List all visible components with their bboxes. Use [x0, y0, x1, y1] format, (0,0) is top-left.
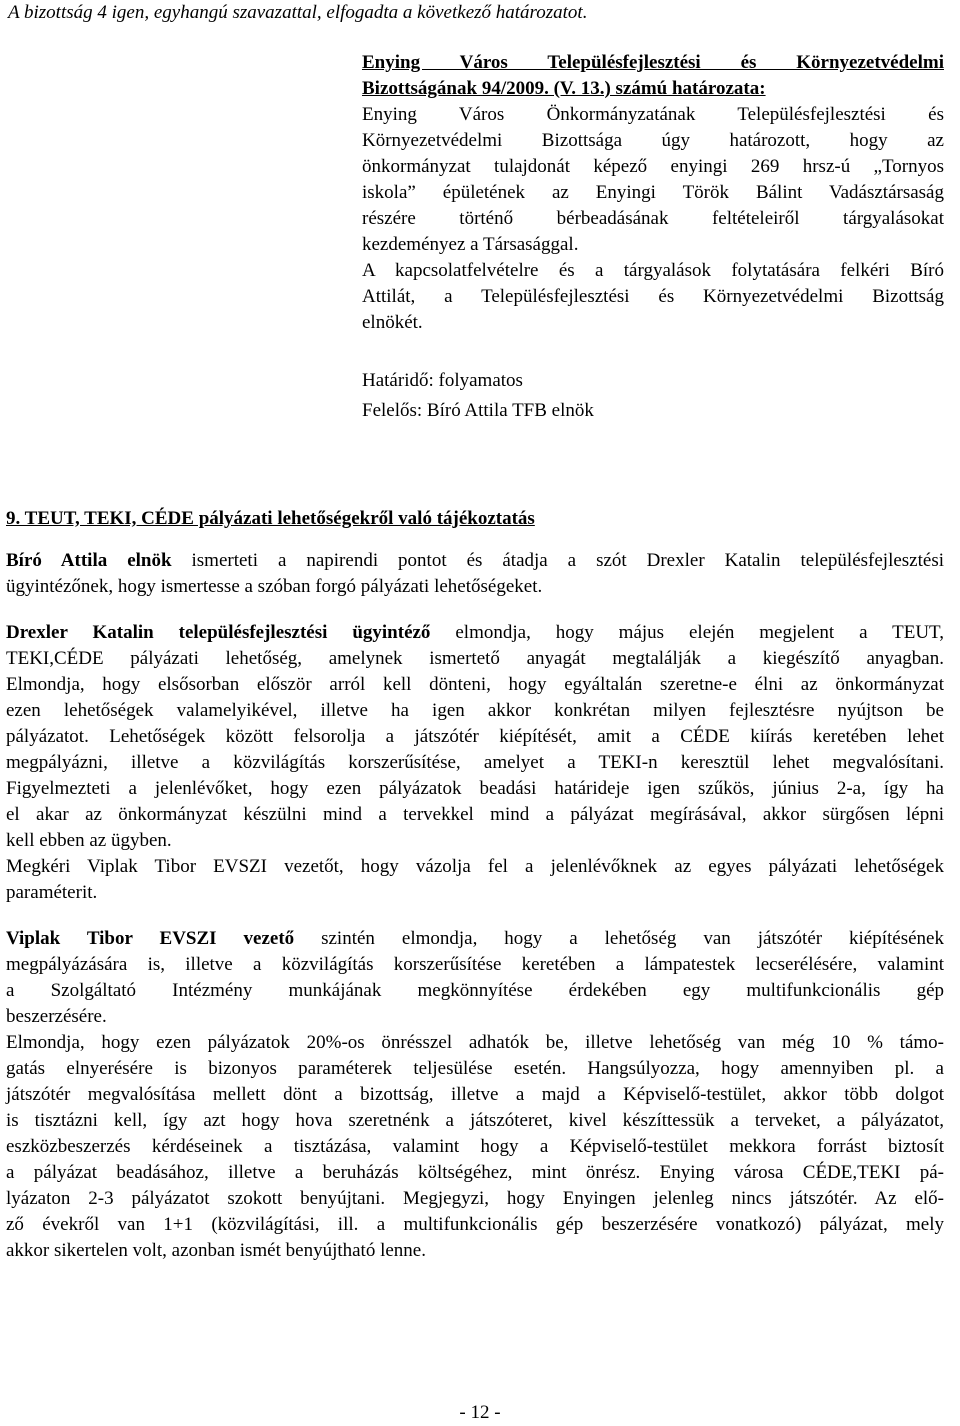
paragraph-line: lyázaton 2-3 pályázatot szokott benyújtani. Megjegyzi, hogy Enyingen jelenleg nincs játszótér. Az elő- [6, 1188, 944, 1209]
paragraph-line [6, 620, 944, 646]
deadline-line: Határidő: folyamatos [362, 370, 523, 391]
paragraph-line: gatás elnyerésére is bizonyos paraméterek teljesülése esetén. Hangsúlyozza, hogy amennyiben pl. a [6, 1058, 944, 1079]
resolution-text-line: A kapcsolatfelvételre és a tárgyalások folytatására felkéri Bíró [362, 260, 944, 281]
resolution-text-line: önkormányzat tulajdonát képező enyingi 269 hrsz-ú „Tornyos [362, 156, 944, 177]
resolution-text-line: Attilát, a Településfejlesztési és Környezetvédelmi Bizottság [362, 286, 944, 307]
paragraph-text: ismerteti a napirendi pontot és átadja a szót Drexler Katalin településfejlesztési [171, 550, 944, 571]
responsible-line: Felelős: Bíró Attila TFB elnök [362, 400, 594, 421]
speaker-name: Bíró Attila elnök [6, 550, 172, 571]
page-number: - 12 - [459, 1402, 501, 1423]
resolution-text-line: iskola” épületének az Enyingi Török Bálint Vadásztársaság [362, 182, 944, 203]
paragraph-line: Elmondja, hogy elsősorban először arról kell dönteni, hogy egyáltalán szeretne-e élni az önkormányzat [6, 674, 944, 695]
paragraph-line: ezen lehetőségek valamelyikével, illetve ha igen akkor konkrétan milyen fejlesztésre nyújtson be [6, 700, 944, 721]
paragraph-line: a Szolgáltató Intézmény munkájának megkönnyítése érdekében egy multifunkcionális gép [6, 980, 944, 1001]
resolution-text-line: Környezetvédelmi Bizottsága úgy határozott, hogy az [362, 130, 944, 151]
paragraph-line: TEKI,CÉDE pályázati lehetőség, amelynek ismertető anyagát megtalálják a kiegészítő anyagban. [6, 648, 944, 669]
speaker-name: Viplak Tibor EVSZI vezető [6, 928, 295, 949]
paragraph-line: akkor sikertelen volt, azonban ismét benyújtható lenne. [6, 1240, 426, 1261]
paragraph-text: szintén elmondja, hogy a lehetőség van játszótér kiépítésének [294, 928, 944, 949]
paragraph-line: játszótér megvalósítása mellett dönt a bizottság, illetve a majd a Képviselő-testület, akkor több dolgot [6, 1084, 944, 1105]
paragraph-line: ügyintézőnek, hogy ismertesse a szóban forgó pályázati lehetőségeket. [6, 576, 543, 597]
resolution-text-line: elnökét. [362, 312, 423, 333]
paragraph-line: eszközbeszerzés kérdéseinek a tisztázása, valamint hogy a Képviselő-testület mekkora forrást biztosít [6, 1136, 944, 1157]
resolution-text-line: részére történő bérbeadásának feltételeiről tárgyalásokat [362, 208, 944, 229]
paragraph-line: megpályázására is, illetve a közvilágítás korszerűsítése keretében a lámpatestek lecserélésére, valamint [6, 954, 944, 975]
agenda-item-heading: 9. TEUT, TEKI, CÉDE pályázati lehetőségekről való tájékoztatás [6, 508, 535, 529]
resolution-block [362, 50, 944, 336]
resolution-text-line: kezdeményez a Társasággal. [362, 234, 579, 255]
paragraph-line: Figyelmezteti a jelenlévőket, hogy ezen pályázatok beadási határideje igen szűkös, június 2-a, így ha [6, 778, 944, 799]
paragraph-line: Megkéri Viplak Tibor EVSZI vezetőt, hogy vázolja fel a jelenlévőknek az egyes pályázati lehetőségek [6, 856, 944, 877]
paragraph-text: elmondja, hogy május elején megjelent a TEUT, [430, 622, 945, 643]
deadline-block [362, 366, 594, 426]
paragraph-line: beszerzésére. [6, 1006, 107, 1027]
paragraph-line: el akar az önkormányzat készülni mind a tervekkel mind a pályázat megírásával, akkor sürgősen lépni [6, 804, 944, 825]
paragraph-line: kell ebben az ügyben. [6, 830, 172, 851]
paragraph-line: is tisztázni kell, így azt hogy hova szeretnénk a játszóteret, kivel készíttessük a terveket, a pályázatot, [6, 1110, 944, 1131]
paragraph-line [6, 926, 944, 952]
speaker-name: Drexler Katalin településfejlesztési ügyintéző [6, 622, 431, 643]
intro-sentence: A bizottság 4 igen, egyhangú szavazattal, elfogadta a következő határozatot. [8, 2, 588, 23]
paragraph-line: ző évekről van 1+1 (közvilágítási, ill. a multifunkcionális gép beszerzésére vonatkozó) pályázat, mely [6, 1214, 944, 1235]
paragraph-line: Elmondja, hogy ezen pályázatok 20%-os önrésszel adhatók be, illetve lehetőség van még 10 % támo- [6, 1032, 944, 1053]
resolution-text-line: Enying Város Önkormányzatának Településfejlesztési és [362, 104, 944, 125]
paragraph-line: pályázatot. Lehetőségek között felsorolja a játszótér kiépítését, amit a CÉDE kiírás keretében lehet [6, 726, 944, 747]
paragraph-line: paraméterit. [6, 882, 98, 903]
paragraph-line: megpályázni, illetve a közvilágítás korszerűsítése, amelyet a TEKI-n keresztül lehet megvalósítani. [6, 752, 944, 773]
resolution-heading-line: Enying Város Településfejlesztési és Környezetvédelmi [362, 52, 944, 73]
paragraph-line [6, 548, 944, 574]
minutes-body [6, 548, 944, 1264]
paragraph-line: a pályázat beadásához, illetve a beruházás költségéhez, mint önrész. Enying városa CÉDE,TEKI pá- [6, 1162, 944, 1183]
resolution-heading-line: Bizottságának 94/2009. (V. 13.) számú határozata: [362, 78, 766, 99]
